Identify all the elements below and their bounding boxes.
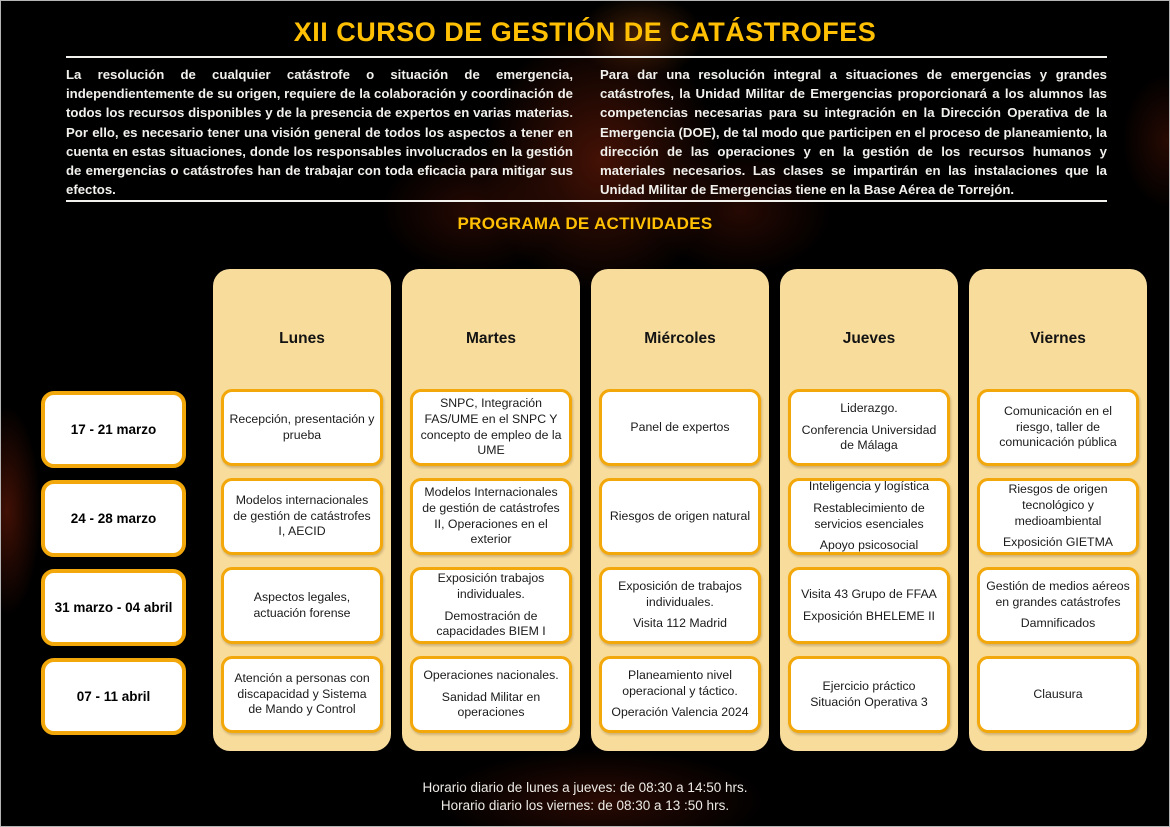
activity-text: Modelos Internacionales de gestión de catástrofes II, Operaciones en el exterior (422, 484, 560, 547)
activity-text: Gestión de medios aéreos en grandes catástrofes (986, 578, 1130, 609)
activity-cell (221, 478, 383, 555)
day-cells-jueves (788, 389, 950, 733)
activity-text: Visita 43 Grupo de FFAA (801, 586, 937, 601)
activity-cell (221, 389, 383, 466)
activity-cell (788, 478, 950, 555)
activity-text: Riesgos de origen natural (609, 508, 751, 523)
activity-cell (977, 389, 1139, 466)
activity-cell (410, 389, 572, 466)
activity-text: Riesgos de origen tecnológico y medioambiental (1008, 481, 1108, 528)
activity-text: Operaciones nacionales. (423, 667, 559, 682)
day-column-viernes (969, 269, 1147, 751)
activity-cell (599, 567, 761, 644)
schedule-grid (213, 269, 1159, 751)
activity-text: Clausura (1033, 686, 1083, 701)
activity-cell (410, 478, 572, 555)
day-column-jueves (780, 269, 958, 751)
week-label-3: 31 marzo - 04 abril (41, 569, 186, 646)
activity-cell (977, 656, 1139, 733)
week-label-1: 17 - 21 marzo (41, 391, 186, 468)
day-column-lunes (213, 269, 391, 751)
divider-top (66, 56, 1107, 58)
activity-text: Apoyo psicosocial (819, 538, 919, 553)
footer-schedule-hours (1, 779, 1169, 814)
activity-cell (599, 389, 761, 466)
activity-cell (977, 567, 1139, 644)
week-label-4: 07 - 11 abril (41, 658, 186, 735)
activity-text: Liderazgo. (840, 400, 898, 415)
day-cells-martes (410, 389, 572, 733)
activity-text: Operación Valencia 2024 (611, 705, 749, 720)
activity-text: Conferencia Universidad de Málaga (801, 422, 937, 453)
activity-text: Panel de expertos (630, 419, 730, 434)
activity-text: Atención a personas con discapacidad y Sistema de Mando y Control (234, 670, 370, 717)
activity-cell (788, 389, 950, 466)
day-column-martes (402, 269, 580, 751)
activity-text: Restablecimiento de servicios esenciales (813, 500, 925, 531)
activity-text: Exposición trabajos individuales. (437, 570, 545, 601)
activity-text: Damnificados (1020, 616, 1096, 631)
day-header-martes: Martes (466, 330, 516, 347)
activity-cell (977, 478, 1139, 555)
activity-cell (788, 656, 950, 733)
activity-cell (221, 656, 383, 733)
week-labels-column (41, 391, 186, 747)
week-label-2: 24 - 28 marzo (41, 480, 186, 557)
activity-text: Inteligencia y logística (808, 478, 930, 493)
activity-text: Demostración de capacidades BIEM I (436, 608, 546, 639)
activity-text: Exposición BHELEME II (803, 608, 935, 623)
activity-text: Exposición GIETMA (1002, 535, 1114, 550)
day-cells-viernes (977, 389, 1139, 733)
activity-cell (599, 656, 761, 733)
activity-text: Exposición de trabajos individuales. (618, 578, 742, 609)
activity-cell (599, 478, 761, 555)
activity-text: Modelos internacionales de gestión de catástrofes I, AECID (233, 492, 371, 539)
intro-paragraph-right: Para dar una resolución integral a situaciones de emergencias y grandes catástrofes, la Unidad Militar de Emergencias proporcionará a los alumnos las competencias necesarias para su integración en la Dirección Operativa de la Emergencia (DOE), de tal modo que participen en el proceso de planeamiento, la dirección de las operaciones y en la gestión de los recursos humanos y materiales necesarios. Las clases se impartirán en las instalaciones que la Unidad Militar de Emergencias tiene en la Base Aérea de Torrejón. (600, 67, 1107, 198)
day-column-miercoles (591, 269, 769, 751)
activity-cell (410, 567, 572, 644)
activity-text: Comunicación en el riesgo, taller de comunicación pública (999, 403, 1117, 450)
section-title: PROGRAMA DE ACTIVIDADES (457, 214, 713, 233)
day-header-viernes: Viernes (1030, 330, 1086, 347)
activity-text: Sanidad Militar en operaciones (441, 689, 541, 720)
footer-line-1: Horario diario de lunes a jueves: de 08:30 a 14:50 hrs. (422, 780, 748, 795)
divider-middle (66, 200, 1107, 202)
activity-text: Visita 112 Madrid (633, 616, 727, 631)
activity-cell (410, 656, 572, 733)
intro-section (66, 65, 1107, 199)
day-header-lunes: Lunes (279, 330, 325, 347)
day-header-jueves: Jueves (842, 330, 896, 347)
footer-line-2: Horario diario los viernes: de 08:30 a 13 :50 hrs. (440, 797, 730, 813)
activity-text: Planeamiento nivel operacional y táctico. (622, 667, 738, 698)
day-cells-lunes (221, 389, 383, 733)
activity-text: Recepción, presentación y prueba (229, 411, 375, 442)
activity-text: Ejercicio práctico Situación Operativa 3 (810, 678, 928, 709)
activity-text: SNPC, Integración FAS/UME en el SNPC Y concepto de empleo de la UME (420, 395, 562, 458)
intro-paragraph-left: La resolución de cualquier catástrofe o situación de emergencia, independientemente de su origen, requiere de la colaboración y coordinación de todos los recursos disponibles y de la presencia de expertos en varias materias. Por ello, es necesario tener una visión general de todos los aspectos a tener en cuenta en estas situaciones, donde los responsables involucrados en la gestión de emergencias o catástrofes han de trabajar con toda eficacia para mitigar sus efectos. (66, 67, 573, 198)
activity-cell (788, 567, 950, 644)
day-header-miercoles: Miércoles (644, 330, 716, 347)
day-cells-miercoles (599, 389, 761, 733)
activity-cell (221, 567, 383, 644)
page-title: XII CURSO DE GESTIÓN DE CATÁSTROFES (293, 17, 877, 47)
activity-text: Aspectos legales, actuación forense (253, 589, 351, 620)
